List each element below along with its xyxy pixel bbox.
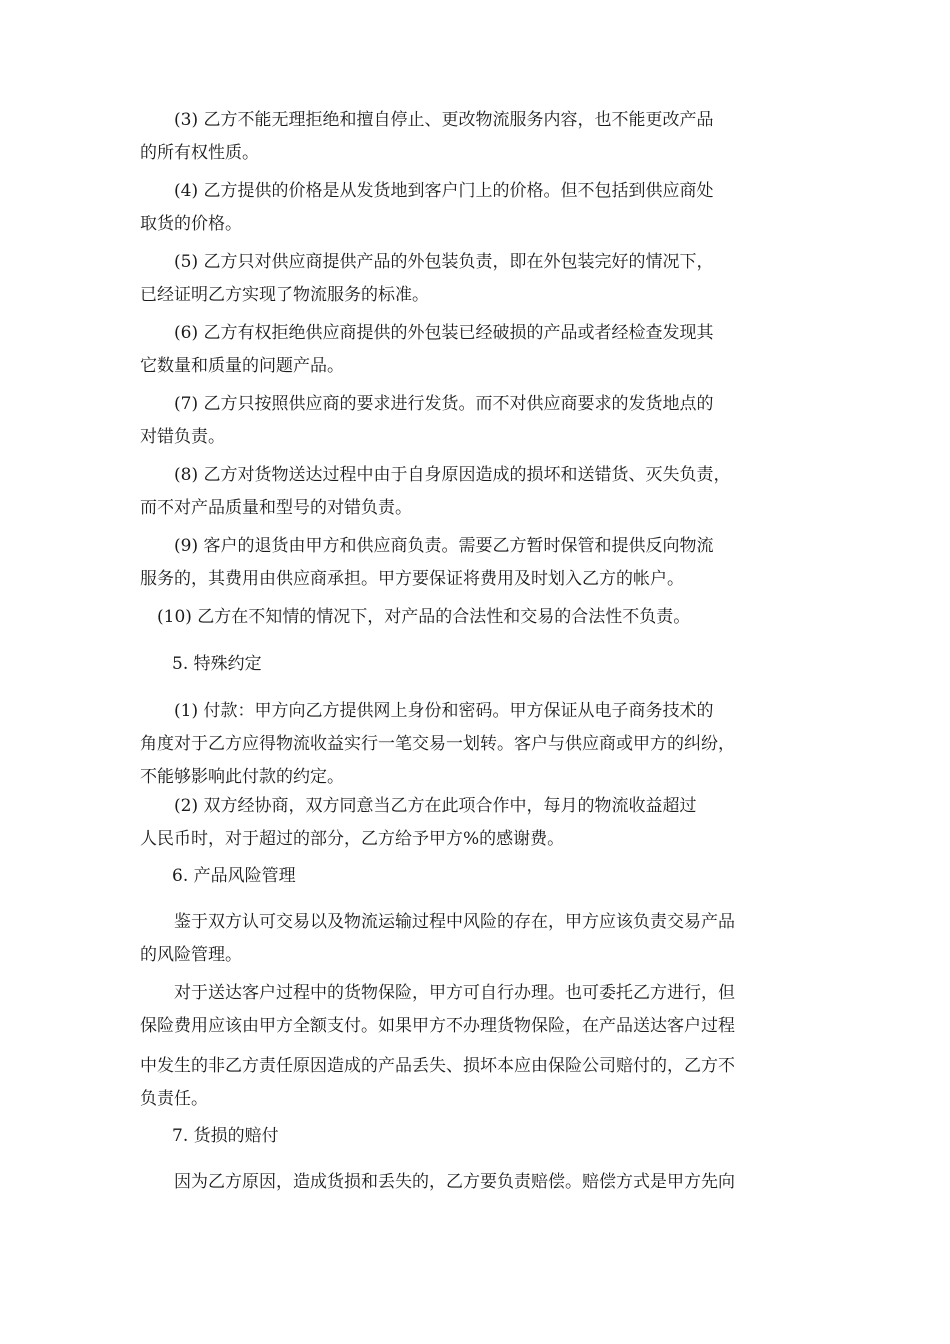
clause-4-line-1: (4) 乙方提供的价格是从发货地到客户门上的价格。但不包括到供应商处 xyxy=(140,181,714,201)
clause-6-line-1: (6) 乙方有权拒绝供应商提供的外包装已经破损的产品或者经检查发现其 xyxy=(140,323,714,343)
clause-7 xyxy=(140,388,830,454)
clause-3 xyxy=(140,104,830,170)
special-clause-1 xyxy=(140,695,830,794)
compensation-paragraph xyxy=(140,1166,830,1199)
clause-8-line-1: (8) 乙方对货物送达过程中由于自身原因造成的损坏和送错货、灭失负责， xyxy=(140,465,731,485)
risk-paragraph-3-line-2: 负责任。 xyxy=(140,1089,208,1109)
clause-10-line-1: (10) 乙方在不知情的情况下，对产品的合法性和交易的合法性不负责。 xyxy=(140,607,691,627)
clause-8 xyxy=(140,459,830,525)
clause-7-line-2: 对错负责。 xyxy=(140,427,225,447)
risk-paragraph-1-line-1: 鉴于双方认可交易以及物流运输过程中风险的存在，甲方应该负责交易产品 xyxy=(140,912,735,932)
risk-paragraph-2 xyxy=(140,977,830,1043)
special-clause-1-line-3: 不能够影响此付款的约定。 xyxy=(140,767,344,787)
compensation-paragraph-line-1: 因为乙方原因，造成货损和丢失的，乙方要负责赔偿。赔偿方式是甲方先向 xyxy=(140,1172,735,1192)
special-clause-1-line-2: 角度对于乙方应得物流收益实行一笔交易一划转。客户与供应商或甲方的纠纷， xyxy=(140,734,735,754)
clause-5-line-2: 已经证明乙方实现了物流服务的标准。 xyxy=(140,285,429,305)
clause-4 xyxy=(140,175,830,241)
section-heading-6: 6. 产品风险管理 xyxy=(172,866,296,886)
risk-paragraph-3-line-1: 中发生的非乙方责任原因造成的产品丢失、损坏本应由保险公司赔付的，乙方不 xyxy=(140,1056,735,1076)
risk-paragraph-2-line-2: 保险费用应该由甲方全额支付。如果甲方不办理货物保险，在产品送达客户过程 xyxy=(140,1016,735,1036)
clause-6-line-2: 它数量和质量的问题产品。 xyxy=(140,356,344,376)
clause-9-line-2: 服务的，其费用由供应商承担。甲方要保证将费用及时划入乙方的帐户。 xyxy=(140,569,684,589)
special-clause-2 xyxy=(140,790,830,856)
clause-3-line-1: (3) 乙方不能无理拒绝和擅自停止、更改物流服务内容，也不能更改产品 xyxy=(140,110,714,130)
clause-8-line-2: 而不对产品质量和型号的对错负责。 xyxy=(140,498,412,518)
special-clause-2-line-2: 人民币时，对于超过的部分，乙方给予甲方%的感谢费。 xyxy=(140,829,565,849)
special-clause-1-line-1: (1) 付款：甲方向乙方提供网上身份和密码。甲方保证从电子商务技术的 xyxy=(140,701,714,721)
risk-paragraph-1-line-2: 的风险管理。 xyxy=(140,945,242,965)
clause-6 xyxy=(140,317,830,383)
clause-5 xyxy=(140,246,830,312)
risk-paragraph-1 xyxy=(140,906,830,972)
special-clause-2-line-1: (2) 双方经协商，双方同意当乙方在此项合作中，每月的物流收益超过 xyxy=(140,796,697,816)
section-heading-7: 7. 货损的赔付 xyxy=(172,1126,279,1146)
clause-7-line-1: (7) 乙方只按照供应商的要求进行发货。而不对供应商要求的发货地点的 xyxy=(140,394,714,414)
section-heading-5: 5. 特殊约定 xyxy=(172,654,262,674)
clause-9 xyxy=(140,530,830,596)
clause-10 xyxy=(140,601,830,634)
clause-3-line-2: 的所有权性质。 xyxy=(140,143,259,163)
clause-4-line-2: 取货的价格。 xyxy=(140,214,242,234)
clause-9-line-1: (9) 客户的退货由甲方和供应商负责。需要乙方暂时保管和提供反向物流 xyxy=(140,536,714,556)
risk-paragraph-3 xyxy=(140,1050,830,1116)
clause-5-line-1: (5) 乙方只对供应商提供产品的外包装负责，即在外包装完好的情况下， xyxy=(140,252,714,272)
risk-paragraph-2-line-1: 对于送达客户过程中的货物保险，甲方可自行办理。也可委托乙方进行，但 xyxy=(140,983,735,1003)
